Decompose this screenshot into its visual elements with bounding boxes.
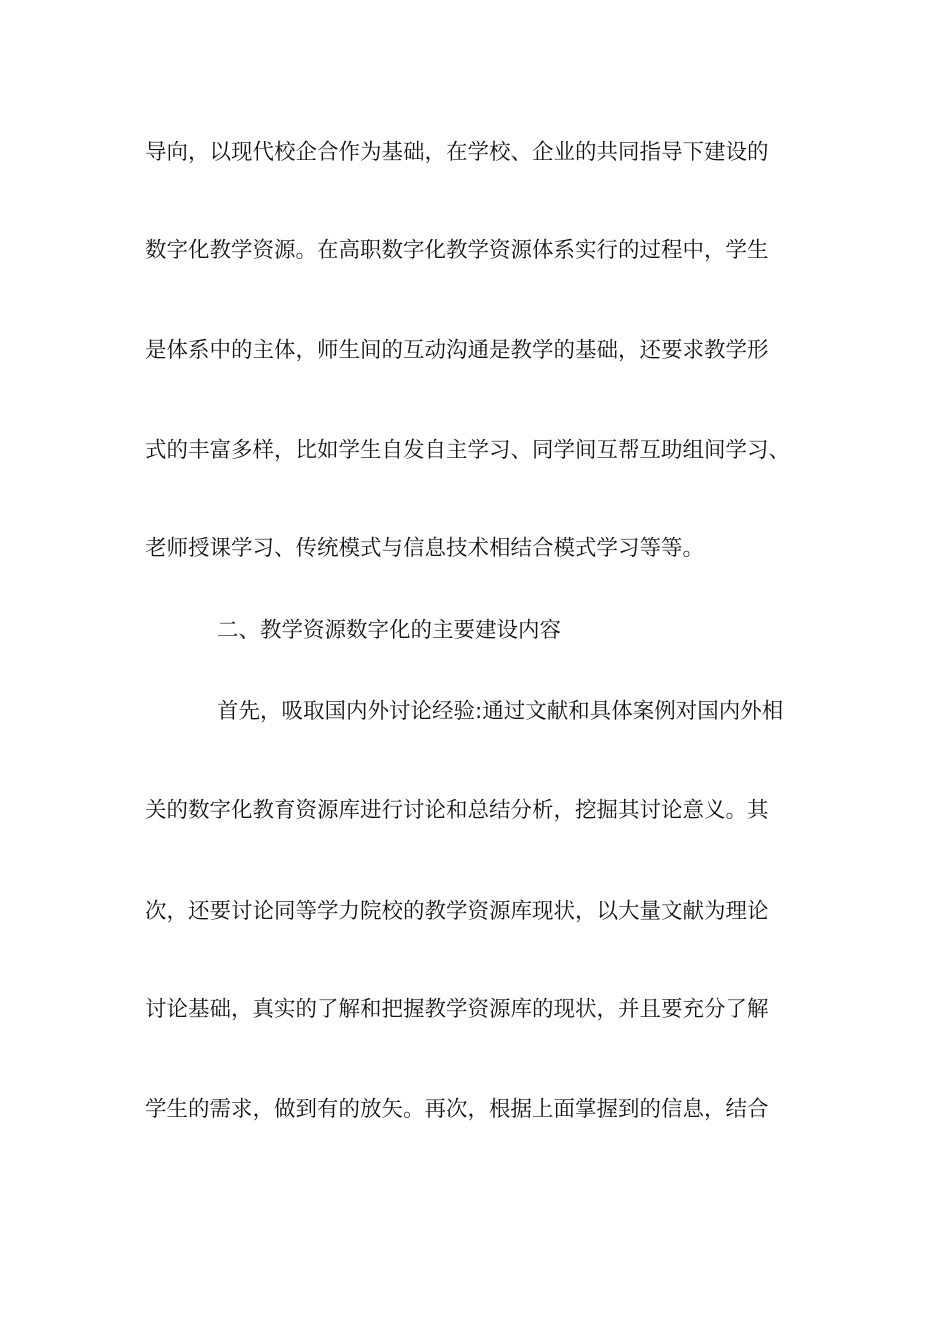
paragraph-line: 数字化教学资源。在高职数字化教学资源体系实行的过程中，学生 — [145, 238, 769, 263]
paragraph-line: 讨论基础，真实的了解和把握教学资源库的现状，并且要充分了解 — [145, 997, 769, 1022]
paragraph-line: 关的数字化教育资源库进行讨论和总结分析，挖掘其讨论意义。其 — [145, 798, 769, 823]
paragraph-line: 是体系中的主体，师生间的互动沟通是教学的基础，还要求教学形 — [145, 338, 769, 363]
paragraph-line: 导向，以现代校企合作为基础，在学校、企业的共同指导下建设的 — [145, 140, 769, 165]
paragraph-line: 首先，吸取国内外讨论经验:通过文献和具体案例对国内外相 — [217, 699, 784, 724]
section-heading: 二、教学资源数字化的主要建设内容 — [217, 618, 562, 643]
paragraph-line: 老师授课学习、传统模式与信息技术相结合模式学习等等。 — [145, 536, 705, 561]
paragraph-line: 学生的需求，做到有的放矢。再次，根据上面掌握到的信息，结合 — [145, 1097, 769, 1122]
paragraph-line: 次，还要讨论同等学力院校的教学资源库现状，以大量文献为理论 — [145, 899, 769, 924]
paragraph-line: 式的丰富多样，比如学生自发自主学习、同学间互帮互助组间学习、 — [145, 438, 791, 463]
